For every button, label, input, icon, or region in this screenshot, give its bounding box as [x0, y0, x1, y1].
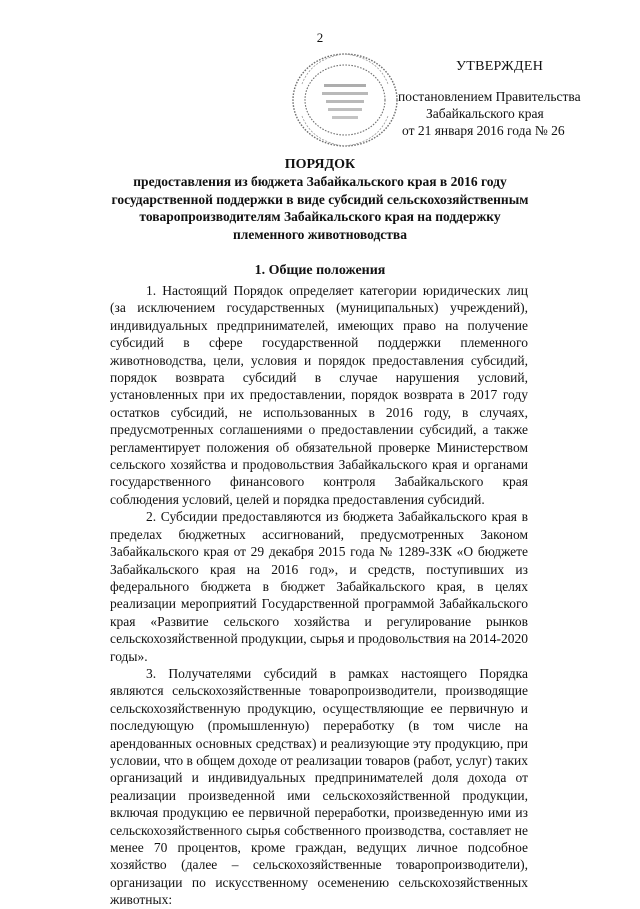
- paragraph-1: 1. Настоящий Порядок определяет категории юридических лиц (за исключением государственных (муниципальных) учреждений), индивидуальных предпринимателей, имеющих право на получение субсидий в сфере государственной поддержки племенного животноводства, цели, условия и порядок предоставления субсидий, порядок возврата субсидий в случае нарушения условий, установленных при их предоставлении, порядок возврата в 2017 году остатков субсидий, не использованных в 2016 году, в случаях, предусмотренных соглашениями о предоставлении субсидий, а также регламентирует положения об обязательной проверке Министерством сельского хозяйства и продовольствия Забайкальского края и органами государственного финансового контроля Забайкальского края соблюдения условий, целей и порядка предоставления субсидий.: [110, 283, 528, 507]
- approval-line-3: от 21 января 2016 года № 26: [402, 123, 565, 138]
- paragraph-2: 2. Субсидии предоставляются из бюджета Забайкальского края в пределах бюджетных ассигнований, предусмотренных Законом Забайкальского края от 29 декабря 2015 года № 1289-ЗЗК «О бюджете Забайкальского края на 2016 год», и средств, поступивших из федерального бюджета в бюджет Забайкальского края, в целях реализации мероприятий Государственной программой Забайкальского края «Развитие сельского хозяйства и регулирование рынков сельскохозяйственной продукции, сырья и продовольствия на 2014-2020 годы».: [110, 509, 529, 664]
- paragraph-3: 3. Получателями субсидий в рамках настоящего Порядка являются сельскохозяйственные товаропроизводители, производящие сельскохозяйственную продукцию, осуществляющие ее первичную и последующую (промышленную) переработку (в том числе на арендованных основных средствах) и реализующие эту продукцию, при условии, что в общем доходе от реализации товаров (работ, услуг) таких организаций и индивидуальных предпринимателей доля дохода от реализации произведенной ими сельскохозяйственной продукции, включая продукцию ее первичной переработки, произведенную ими из сельскохозяйственного сырья собственного производства, составляет не менее 70 процентов, кроме граждан, ведущих личное подсобное хозяйство (далее – сельскохозяйственные товаропроизводители), организации по искусственному осеменению сельскохозяйственных животных:: [110, 665, 528, 908]
- approval-line-1: постановлением Правительства: [398, 89, 581, 104]
- section-heading: 1. Общие положения: [254, 263, 386, 278]
- page-number: 2: [316, 30, 324, 45]
- approval-line-2: Забайкальского края: [426, 106, 544, 121]
- approval-heading: УТВЕРЖДЕН: [456, 59, 544, 74]
- document-body: [110, 282, 528, 909]
- document-title: ПОРЯДОК: [284, 157, 356, 172]
- document-subtitle: предоставления из бюджета Забайкальского края в 2016 году государственной поддержки в виде субсидий сельскохозяйственным товаропроизводителям Забайкальского края на поддержку племенного животноводства: [111, 174, 529, 242]
- official-seal-stamp: [282, 44, 408, 156]
